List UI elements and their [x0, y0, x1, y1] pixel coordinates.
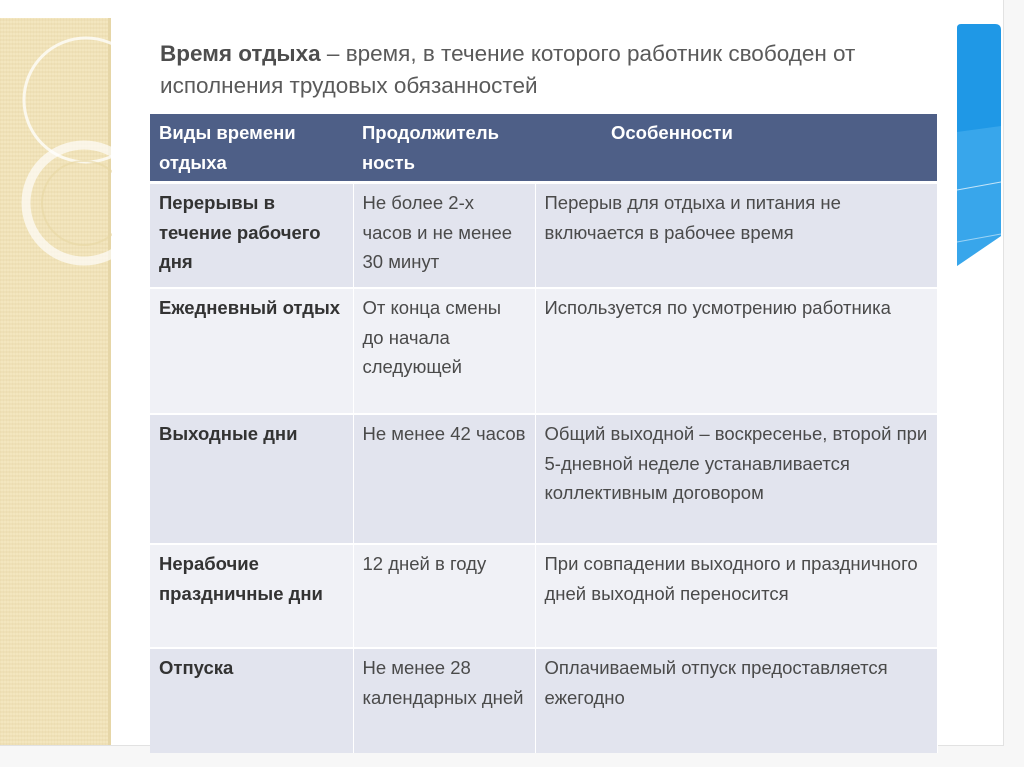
cell-features: Используется по усмотрению работника [535, 288, 937, 414]
header-features: Особенности [535, 114, 937, 183]
cell-duration: От конца смены до начала следующей [353, 288, 535, 414]
cell-duration: Не менее 28 календарных дней [353, 648, 535, 753]
table-row [150, 648, 937, 753]
decorative-circles [0, 18, 112, 278]
table-header-row [150, 114, 937, 183]
cell-features: При совпадении выходного и праздничного дней выходной переносится [535, 544, 937, 648]
cell-duration: 12 дней в году [353, 544, 535, 648]
cell-features: Оплачиваемый отпуск предоставляется ежегодно [535, 648, 937, 753]
cell-duration: Не более 2-х часов и не менее 30 минут [353, 183, 535, 289]
header-duration: Продолжитель ность [353, 114, 535, 183]
cell-kind: Перерывы в течение рабочего дня [150, 183, 353, 289]
cell-kind: Отпуска [150, 648, 353, 753]
table-row [150, 288, 937, 414]
blue-ribbon-decor [955, 22, 1003, 268]
cell-features: Общий выходной – воскресенье, второй при 5-дневной неделе устанавливается коллективным договором [535, 414, 937, 544]
cell-features: Перерыв для отдыха и питания не включается в рабочее время [535, 183, 937, 289]
cell-kind: Нерабочие праздничные дни [150, 544, 353, 648]
table-row [150, 544, 937, 648]
cell-duration: Не менее 42 часов [353, 414, 535, 544]
cell-kind: Выходные дни [150, 414, 353, 544]
rest-time-table [150, 114, 938, 753]
table-row [150, 183, 937, 289]
slide-title [160, 38, 940, 102]
cell-kind: Ежедневный отдых [150, 288, 353, 414]
title-term: Время отдыха [160, 41, 321, 66]
table-row [150, 414, 937, 544]
header-kind: Виды времени отдыха [150, 114, 353, 183]
title-definition: – время, в течение которого работник свободен от исполнения трудовых обязанностей [160, 41, 856, 98]
